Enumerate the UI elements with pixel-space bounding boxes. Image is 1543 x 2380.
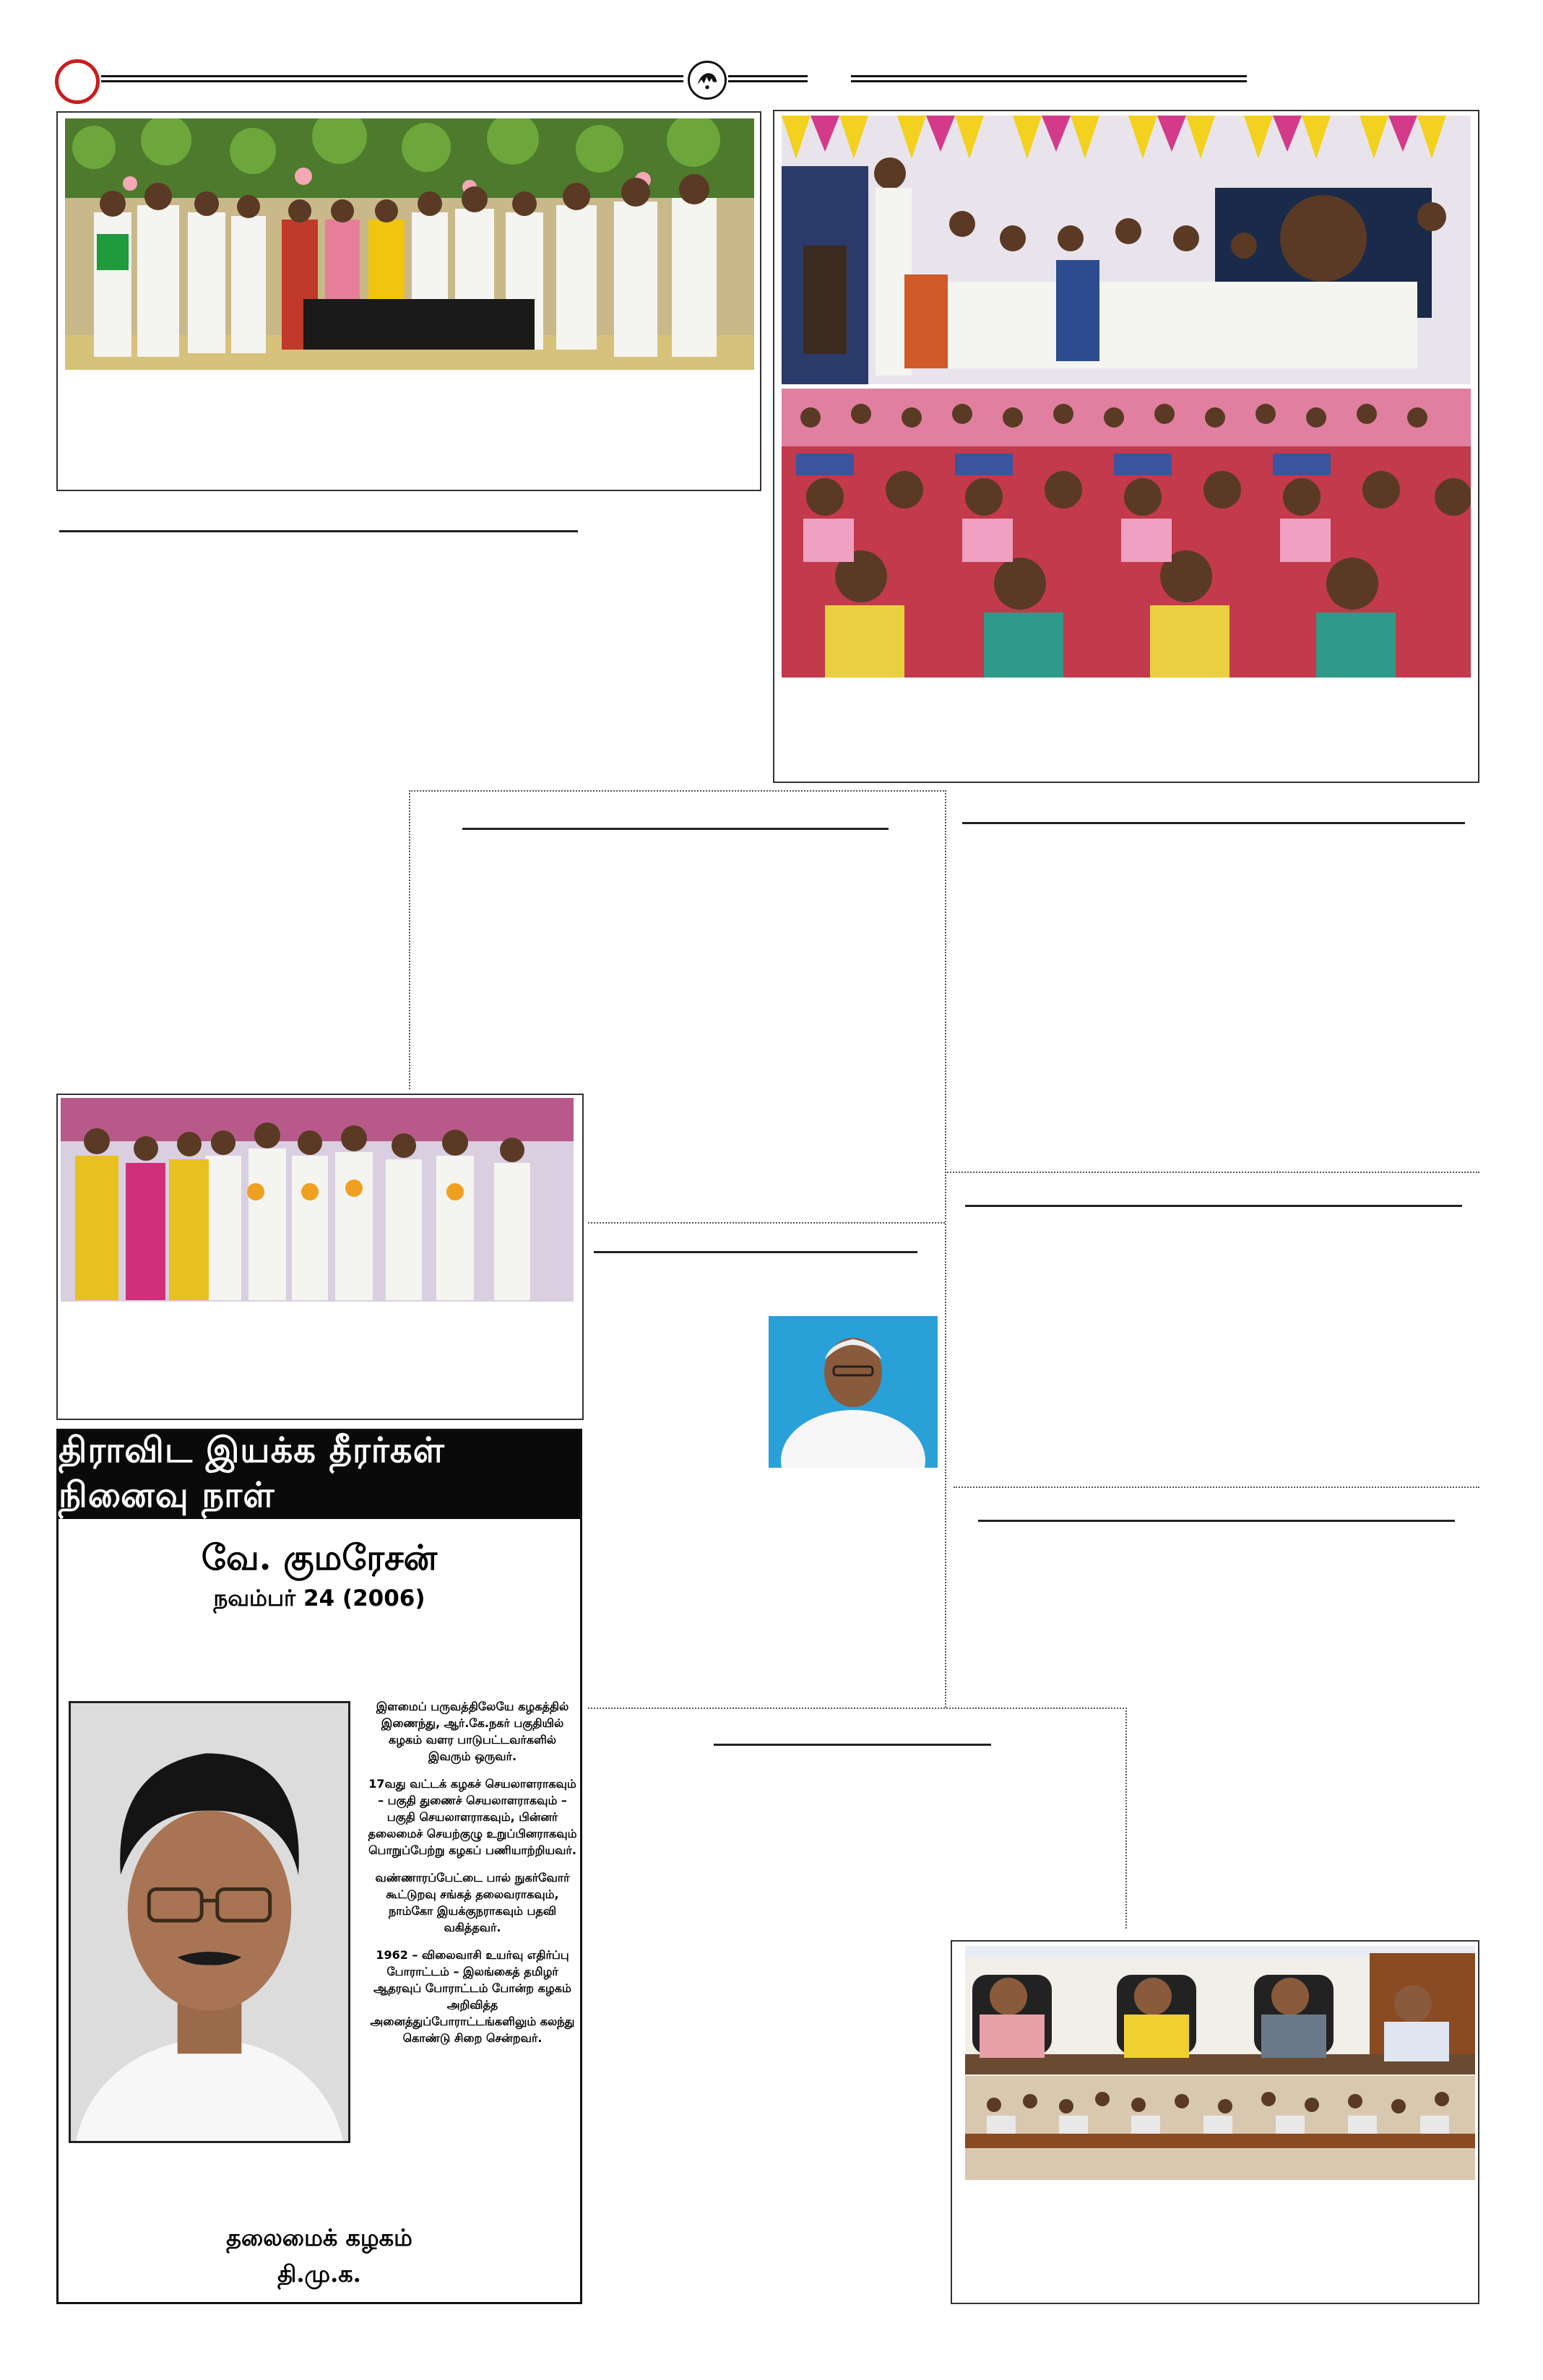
headline-rule-2	[462, 828, 889, 830]
audience-women-photo	[782, 389, 1471, 678]
headline-rule-5	[594, 1251, 917, 1253]
separator-h-5	[588, 1708, 1127, 1709]
headline-rule-1	[59, 530, 578, 532]
memorial-header	[59, 1431, 580, 1519]
memorial-signature-org: தலைமைக் கழகம்	[226, 2224, 412, 2251]
separator-v-2	[945, 790, 946, 1708]
memorial-notice	[56, 1429, 582, 2304]
memorial-date: நவம்பர் 24 (2006)	[213, 1585, 425, 1611]
headline-rule-7	[714, 1744, 991, 1746]
headline-rule-3	[962, 822, 1465, 824]
memorial-person-name: வே. குமரேசன்	[201, 1538, 438, 1578]
separator-h-2	[945, 1172, 1479, 1173]
memorial-signature-party: தி.மு.க.	[277, 2260, 361, 2288]
masthead-logo-circle	[55, 59, 100, 104]
masthead-rule-right	[851, 75, 1247, 82]
memorial-biography	[368, 1698, 577, 2057]
separator-h-3	[588, 1222, 945, 1224]
stage-event-photo	[782, 116, 1471, 384]
memorial-portrait-photo	[69, 1701, 350, 2143]
memorial-bio-paragraph: வண்ணாரப்பேட்டை பால் நுகர்வோர் கூட்டுறவு சங்கத் தலைவராகவும், நாம்கோ இயக்குநராகவும் பதவி வகித்தவர்.	[375, 1871, 570, 1934]
separator-h-1	[409, 790, 946, 792]
separator-v-3	[1125, 1708, 1127, 1929]
headline-rule-4	[965, 1205, 1462, 1207]
masthead-rule-mid	[728, 75, 808, 82]
memorial-heading: திராவிட இயக்க தீரர்கள் நினைவு நாள்	[59, 1430, 445, 1515]
rising-sun-emblem-icon	[688, 61, 727, 100]
memorial-bio-paragraph: 17வது வட்டக் கழகச் செயலாளராகவும் – பகுதி துணைச் செயலாளராகவும் – பகுதி செயலாளராகவும், பின்னர் தலைமைச் செயற்குழு உறுப்பினராகவும் பொறுப்பேற்று கழகப் பணியாற்றியவர்.	[368, 1777, 577, 1857]
leader-portrait-photo	[769, 1316, 938, 1468]
headline-rule-6	[978, 1520, 1455, 1522]
masthead-rule-left	[101, 75, 683, 82]
memorial-bio-paragraph: இளமைப் பருவத்திலேயே கழகத்தில் இணைந்து, ஆர்.கே.நகர் பகுதியில் கழகம் வளர பாடுபட்டவர்களில் இவரும் ஒருவர்.	[376, 1700, 569, 1763]
award-ceremony-photo	[61, 1098, 574, 1302]
separator-h-4	[954, 1487, 1479, 1488]
memorial-bio-paragraph: 1962 – விலைவாசி உயர்வு எதிர்ப்பு போராட்டம் – இலங்கைத் தமிழர் ஆதரவுப் போராட்டம் போன்ற கழகம் அறிவித்த அனைத்துப்போராட்டங்களிலும் கலந்து கொண்டு சிறை சென்றவர்.	[370, 1948, 575, 2045]
wedding-event-photo	[65, 118, 754, 370]
separator-v-1	[409, 790, 410, 1089]
official-meeting-photo	[965, 1946, 1475, 2180]
